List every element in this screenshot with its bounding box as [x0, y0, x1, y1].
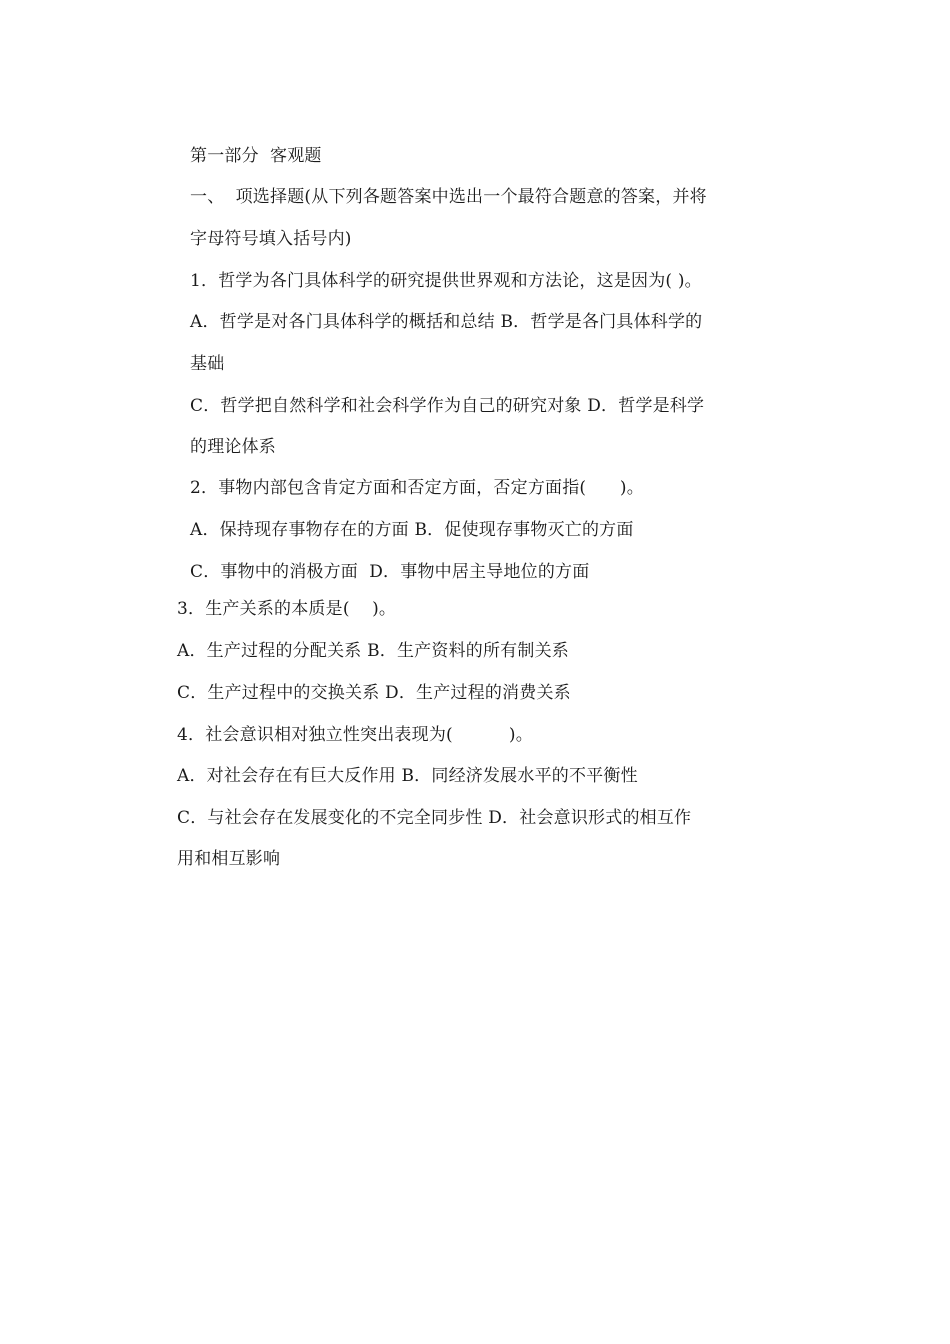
- question-1-stem: 1．哲学为各门具体科学的研究提供世界观和方法论，这是因为( )。: [190, 271, 702, 291]
- question-4-options-cd-line1: C．与社会存在发展变化的不完全同步性 D．社会意识形式的相互作: [177, 808, 692, 828]
- question-3-stem: 3．生产关系的本质是( )。: [177, 599, 397, 619]
- section-heading-line2: 字母符号填入括号内): [190, 229, 352, 249]
- question-2-stem: 2．事物内部包含肯定方面和否定方面，否定方面指( )。: [190, 478, 644, 498]
- question-4-options-ab: A．对社会存在有巨大反作用 B．同经济发展水平的不平衡性: [177, 766, 638, 786]
- question-1-options-cd-line1: C．哲学把自然科学和社会科学作为自己的研究对象 D．哲学是科学: [190, 396, 705, 416]
- section-heading-line1: 一、 项选择题(从下列各题答案中选出一个最符合题意的答案，并将: [190, 187, 707, 207]
- question-1-options-ab-line2: 基础: [190, 354, 225, 374]
- question-3-options-cd: C．生产过程中的交换关系 D．生产过程的消费关系: [177, 683, 571, 703]
- question-3-options-ab: A．生产过程的分配关系 B．生产资料的所有制关系: [177, 641, 569, 661]
- question-4-options-cd-line2: 用和相互影响: [177, 849, 281, 869]
- question-1-options-ab-line1: A．哲学是对各门具体科学的概括和总结 B．哲学是各门具体科学的: [190, 312, 703, 332]
- part-title: 第一部分 客观题: [190, 146, 322, 166]
- question-1-options-cd-line2: 的理论体系: [190, 437, 276, 457]
- question-2-options-cd: C．事物中的消极方面 D．事物中居主导地位的方面: [190, 562, 590, 582]
- question-4-stem: 4．社会意识相对独立性突出表现为( )。: [177, 725, 533, 745]
- question-2-options-ab: A．保持现存事物存在的方面 B．促使现存事物灭亡的方面: [190, 520, 634, 540]
